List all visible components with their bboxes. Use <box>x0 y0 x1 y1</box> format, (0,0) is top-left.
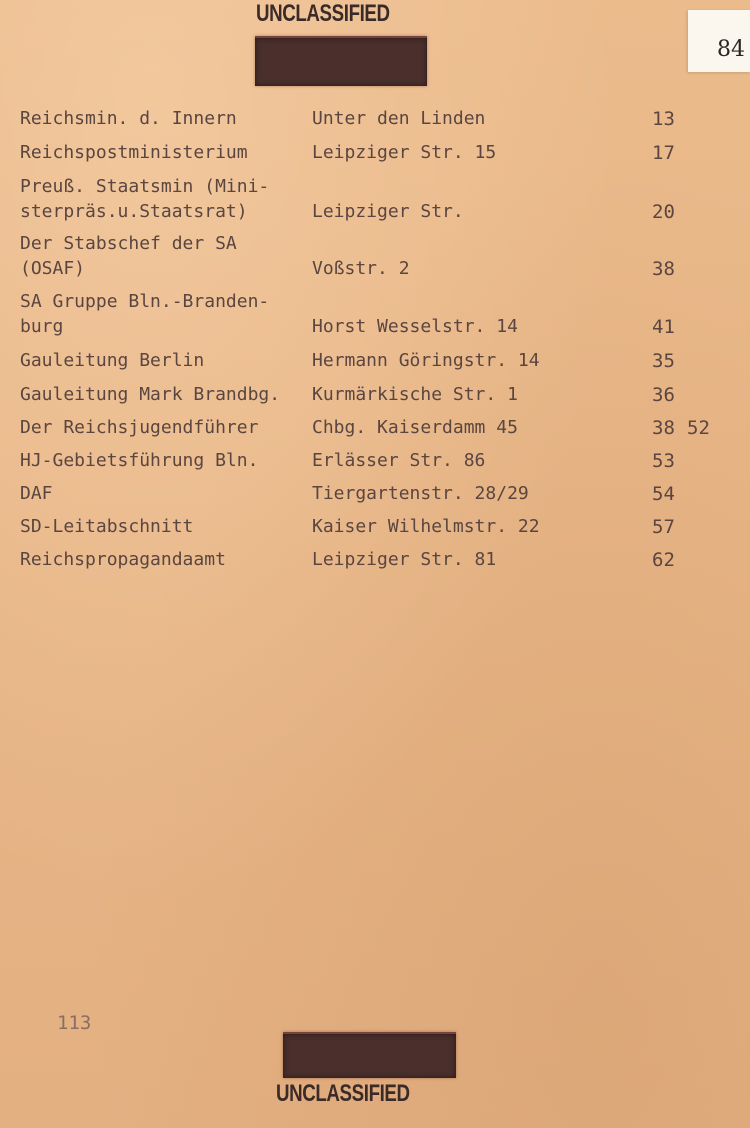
unclassified-stamp-bottom: UNCLASSIFIED <box>276 1080 410 1107</box>
entry-number: 53 <box>652 450 675 472</box>
entry-number: 20 <box>652 201 675 223</box>
entry-address: Horst Wesselstr. 14 <box>312 316 518 337</box>
entry-name: Der Reichsjugendführer <box>20 417 259 438</box>
entry-name: Gauleitung Mark Brandbg. <box>20 384 281 405</box>
unclassified-stamp-top: UNCLASSIFIED <box>256 0 390 27</box>
list-item <box>0 413 750 443</box>
entry-number: 38 <box>652 417 675 439</box>
list-item <box>0 512 750 542</box>
entry-address: Tiergartenstr. 28/29 <box>312 483 529 504</box>
entry-address: Chbg. Kaiserdamm 45 <box>312 417 518 438</box>
entry-name: Reichspostministerium <box>20 142 248 163</box>
entry-name-line1: SA Gruppe Bln.-Branden- <box>20 291 270 312</box>
list-item <box>0 380 750 410</box>
entry-name: SD-Leitabschnitt <box>20 516 194 537</box>
entry-number: 54 <box>652 483 675 505</box>
entry-number: 38 <box>652 258 675 280</box>
entry-address: Unter den Linden <box>312 108 486 129</box>
entry-address: Erlässer Str. 86 <box>312 450 486 471</box>
list-item <box>0 346 750 376</box>
list-item <box>0 104 750 134</box>
entry-name: Reichsmin. d. Innern <box>20 108 237 129</box>
entry-name-line2: sterpräs.u.Staatsrat) <box>20 201 248 222</box>
entry-name-line1: Preuß. Staatsmin (Mini- <box>20 176 270 197</box>
page-number-label <box>688 10 750 72</box>
entry-name: Gauleitung Berlin <box>20 350 205 371</box>
list-item <box>0 545 750 575</box>
entry-name-line2: (OSAF) <box>20 258 86 279</box>
redaction-bar-bottom <box>283 1032 456 1078</box>
entry-name: DAF <box>20 483 53 504</box>
footer-number: 113 <box>57 1012 92 1034</box>
list-item <box>0 197 750 227</box>
entry-address: Kurmärkische Str. 1 <box>312 384 518 405</box>
entry-name: Reichspropagandaamt <box>20 549 226 570</box>
entry-address: Leipziger Str. 15 <box>312 142 497 163</box>
entry-number: 35 <box>652 350 675 372</box>
entry-address: Kaiser Wilhelmstr. 22 <box>312 516 540 537</box>
entry-number: 13 <box>652 108 675 130</box>
entry-number: 57 <box>652 516 675 538</box>
entry-address: Hermann Göringstr. 14 <box>312 350 540 371</box>
list-item <box>0 312 750 342</box>
entry-address: Voßstr. 2 <box>312 258 410 279</box>
list-item <box>0 138 750 168</box>
entry-name-line1: Der Stabschef der SA <box>20 233 237 254</box>
entry-extra-number: 52 <box>687 417 710 439</box>
page-number: 84 <box>717 37 745 62</box>
entry-number: 36 <box>652 384 675 406</box>
redaction-bar-top <box>255 36 427 86</box>
entry-number: 17 <box>652 142 675 164</box>
entry-number: 62 <box>652 549 675 571</box>
entry-name: HJ-Gebietsführung Bln. <box>20 450 259 471</box>
entry-name-line2: burg <box>20 316 64 337</box>
entry-address: Leipziger Str. <box>312 201 464 222</box>
entry-number: 41 <box>652 316 675 338</box>
entry-address: Leipziger Str. 81 <box>312 549 497 570</box>
list-item <box>0 254 750 284</box>
list-item <box>0 446 750 476</box>
list-item <box>0 479 750 509</box>
